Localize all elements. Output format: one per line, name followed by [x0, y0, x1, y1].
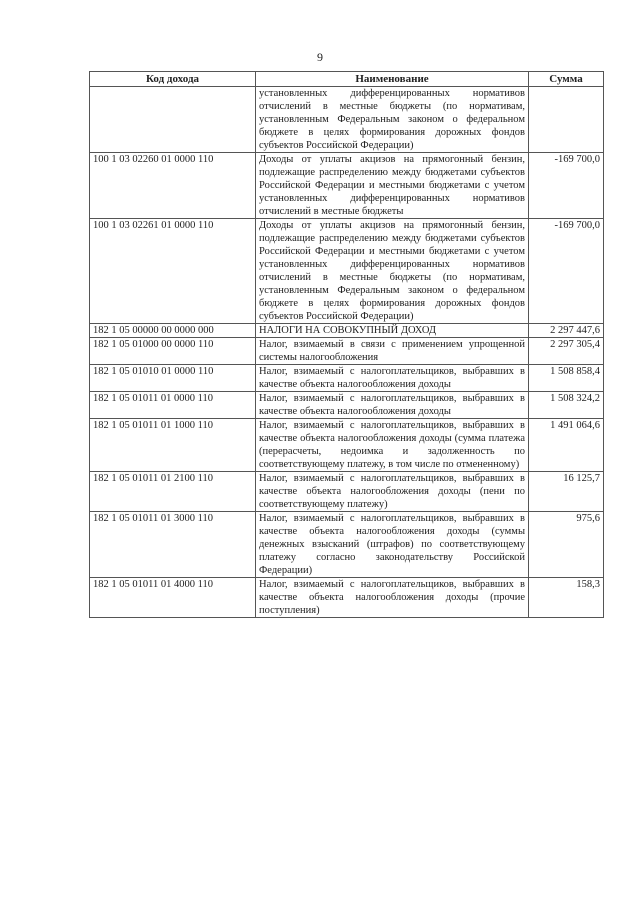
table-row: [90, 392, 604, 419]
income-sum: 1 508 324,2: [529, 392, 604, 419]
income-code: 182 1 05 01011 01 3000 110: [90, 512, 256, 578]
table-row: [90, 365, 604, 392]
table-header-row: [90, 72, 604, 87]
table-row: [90, 87, 604, 153]
income-code: 182 1 05 00000 00 0000 000: [90, 324, 256, 338]
income-name: Налог, взимаемый с налогоплательщиков, выбравших в качестве объекта налогообложения доходы: [256, 392, 529, 419]
income-code: 182 1 05 01011 01 1000 110: [90, 419, 256, 472]
table-row: [90, 324, 604, 338]
income-code: 182 1 05 01011 01 4000 110: [90, 578, 256, 618]
table-row: [90, 338, 604, 365]
income-name: Доходы от уплаты акцизов на прямогонный бензин, подлежащие распределению между бюджетами субъектов Российской Федерации и местными бюджетами с учетом установленных дифференцированных нормативов отчислений в местные бюджеты: [256, 153, 529, 219]
table-row: [90, 153, 604, 219]
income-name: Налог, взимаемый с налогоплательщиков, выбравших в качестве объекта налогообложения доходы (пени по соответствующему платежу): [256, 472, 529, 512]
income-code: 100 1 03 02261 01 0000 110: [90, 219, 256, 324]
income-sum: -169 700,0: [529, 219, 604, 324]
income-sum: -169 700,0: [529, 153, 604, 219]
income-code: 182 1 05 01010 01 0000 110: [90, 365, 256, 392]
table-row: [90, 512, 604, 578]
income-name: Доходы от уплаты акцизов на прямогонный бензин, подлежащие распределению между бюджетами субъектов Российской Федерации и местными бюджетами с учетом установленных дифференцированных нормативов отчислений в местные бюджеты (по нормативам, установленным Федеральным законом о федеральном бюджете в целях формирования дорожных фондов субъектов Российской Федерации): [256, 219, 529, 324]
income-name: НАЛОГИ НА СОВОКУПНЫЙ ДОХОД: [256, 324, 529, 338]
header-sum: Сумма: [529, 72, 604, 87]
income-code: [90, 87, 256, 153]
income-name: Налог, взимаемый с налогоплательщиков, выбравших в качестве объекта налогообложения доходы (суммы денежных взысканий (штрафов) по соответствующему платежу согласно законодательству Российской Федерации): [256, 512, 529, 578]
table-row: [90, 472, 604, 512]
income-name: Налог, взимаемый с налогоплательщиков, выбравших в качестве объекта налогообложения доходы: [256, 365, 529, 392]
income-name: Налог, взимаемый с налогоплательщиков, выбравших в качестве объекта налогообложения доходы (сумма платежа (перерасчеты, недоимка и задолженность по соответствующему платежу, в том числе по отмененному): [256, 419, 529, 472]
page-number: 9: [317, 50, 323, 64]
income-sum: 16 125,7: [529, 472, 604, 512]
income-code: 100 1 03 02260 01 0000 110: [90, 153, 256, 219]
income-code: 182 1 05 01000 00 0000 110: [90, 338, 256, 365]
income-name: Налог, взимаемый с налогоплательщиков, выбравших в качестве объекта налогообложения доходы (прочие поступления): [256, 578, 529, 618]
header-code: Код дохода: [90, 72, 256, 87]
header-name: Наименование: [256, 72, 529, 87]
income-code: 182 1 05 01011 01 2100 110: [90, 472, 256, 512]
income-sum: 1 508 858,4: [529, 365, 604, 392]
table-row: [90, 419, 604, 472]
income-sum: 2 297 447,6: [529, 324, 604, 338]
income-sum: 975,6: [529, 512, 604, 578]
income-sum: [529, 87, 604, 153]
table-row: [90, 578, 604, 618]
income-sum: 158,3: [529, 578, 604, 618]
income-name: установленных дифференцированных нормативов отчислений в местные бюджеты (по нормативам, установленным Федеральным законом о федеральном бюджете в целях формирования дорожных фондов субъектов Российской Федерации): [256, 87, 529, 153]
income-code: 182 1 05 01011 01 0000 110: [90, 392, 256, 419]
revenue-table: [89, 71, 604, 618]
table-row: [90, 219, 604, 324]
income-name: Налог, взимаемый в связи с применением упрощенной системы налогообложения: [256, 338, 529, 365]
income-sum: 1 491 064,6: [529, 419, 604, 472]
income-sum: 2 297 305,4: [529, 338, 604, 365]
